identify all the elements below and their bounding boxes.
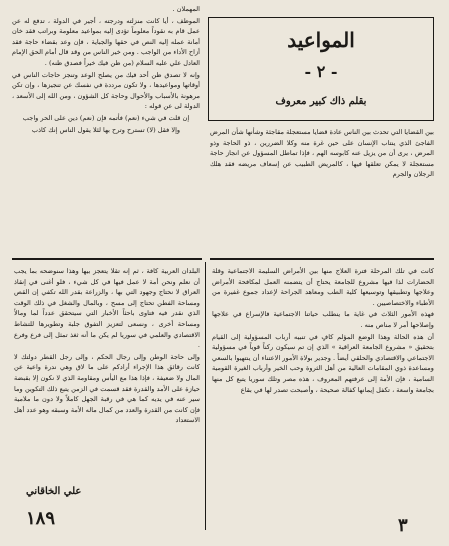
paragraph: البلدان العربية كافة ، ثم إنه تقلا يتعجز بيها وهذا سنوضحه بما يجب أن نعلم ونحن أمة لا عمل فيها في كل شيء ، فلو أغنى في إنقاذ العراق لا نحتاج وجهود التي بها ، والزراعة بقدر الله تكفي إن القص ومساحة الفطن تحتاج إلى مسح ، وبالمال والشغل في ذلك الوقت الذي نقدر فيه فتاوى باحثاً الأخبار التي سيتحقق عدداً لما ومالاً ومساحة أخرى ، ونسعى لتعزيز التفوق جلبة وتطويرها للتشاط الاقتصادي والعلمي في سوريا لم يكن ما أنه ثغذ تمثل إلى فرع وفرع . — [14, 267, 200, 350]
article-part-number: - ٢ - — [304, 62, 338, 81]
paragraph: كانت في تلك المرحلة فترة العلاج منها بين الأمراض السليمة الاجتماعية وقلة الحضارات لذا فيها مشروع للجامعة يحتاج أن يتضمنه العمل لمكافحة الأمراض وعلاجها وتطبيقها وتوسيعها كلية الطب ومعاهد الجراحة لإعداد جموع غفيرة من الأطباء والاختصاصيين . — [212, 267, 434, 307]
separator-left — [12, 258, 202, 260]
separator-right — [210, 258, 434, 260]
bottom-left-column — [14, 266, 200, 482]
paragraph: الموظف ، أيا كانت منزلته ودرجته ، أجير في الدولة ، تدفع له عن عمل قام به نقوداً معلوماً تؤدى إليه بمواعيد معلومة وبراتب فقد خان أمانة عمله إليه النص في حقها والجباية ، فإن وعد بقضاء حاجة فقد أزاح الأداء من الواجب . ومن خير الناس من وقد قال أمام الحق الإمام العادل علي عليه السلام (من ظن فيك خيراً فصدق ظنه) . — [12, 16, 200, 67]
paragraph: أن هذه الحالة وهذا الوضع المؤلم كافٍ في تنبيه أرباب المسؤولية إلى القيام بتحقيق « مشروع الجامعة العراقية » الذي إن تم سيكون ركناً قوياً في مسؤولية الاجتماعي والاقتصادي والحلقي أيضاً . وجدير بولاة الأمور الاعتناء أن ينتهيوا بالسعي ومساعدة ذوي المقامات العالية من أهل الثروة وحب الخير وأرباب الغيرة القومية السامية ، فإن الأمة إلى عرفتهم المعروف ، هذه مصر وتلك سوريا يتبع كل منها بجامعة واسعة ، تكفل إيمانها كفالة صحيحة ، وأصبحت تصدر لها في بقاع — [212, 332, 434, 394]
verse-line: إن قلت في شيء (نعم) فأتمه فإن (نعم) دين على الحر واجب — [22, 113, 190, 122]
article-author: بقلم ذاك كبير معروف — [275, 96, 367, 107]
bottom-right-column — [212, 266, 434, 514]
page-number-left: ١٨٩ — [26, 508, 56, 529]
article-title-box — [208, 17, 434, 121]
paragraph: بين القضايا التي تحدث بين الناس عادة قضايا مستعجلة مقاجئة وشأنها شأن المرض الفاجئ الذي ينتاب الإنسان على حين غرة منه وكلا الضررين ، ذو الحاجة وذو المرض ، يرى أن من يزيل عنه كابوسه الهم ، فإذا تماطل المسؤول عن انجاز حاجة مستعجلة لا يمكن تعلقها فيها ، كالمريض الطبيب عن إسعاف مريضه فقد هلك الرجلان والجرم — [210, 128, 434, 179]
paragraph: فهذه الأمور الثلاث في غاية ما ينطلب حياتنا الاجتماعية فالإسراع في علاجها وإصلاحها أمر لا مناص منه . — [212, 310, 434, 329]
article-title: المواعيد — [287, 28, 355, 52]
top-right-column — [210, 127, 434, 253]
paragraph: وإنه لا تصدق ظن أحد فيك من يصلح الوعد وتنجز حاجات الناس في أوقاتها ومواعيدها ، ولا تكون مرددة في نفسك عن تنجيزها ، وإن تكن مرهونة بالأسباب والأحوال وحاجة كل الشؤون ، ومن الله إلى الأسعد ، الدولة لى عن قوله : — [12, 70, 200, 111]
paragraph: وإلى حاجة الوطن وإلى رجال الحكم ، وإلى رجل القطر دولتك لا كانت رقائق هذا الإجراء أرادكم على ما لاق وهي ندرة واعية عن المال ولا ضعيفة ، فإذا هذا مع اليأس ومقاومة الذي لا نكون إلا بقبضة حيازة على الأمد والقدرة فقد قسمت في الزمن يتبع ذلك التكوين وما سير عنه في يديه كما هي في رقبة الجهل كاملاً ولا دون ما ملامية فإن كانت من القدرة والعدد من كمال ماله الأمة وسبقه وهو عدد أهل الاستعداد — [14, 352, 200, 425]
paragraph: المهملان . — [172, 5, 200, 13]
verse-line: وإلا فقل (لا) تسترح وترح بها لئلا يقول الناس إنك كاذب — [31, 125, 181, 134]
column-divider — [205, 262, 206, 530]
author-signature: علي الخاقاني — [26, 486, 82, 497]
page-number-right: ٣ — [398, 515, 408, 536]
top-left-column — [12, 4, 200, 254]
